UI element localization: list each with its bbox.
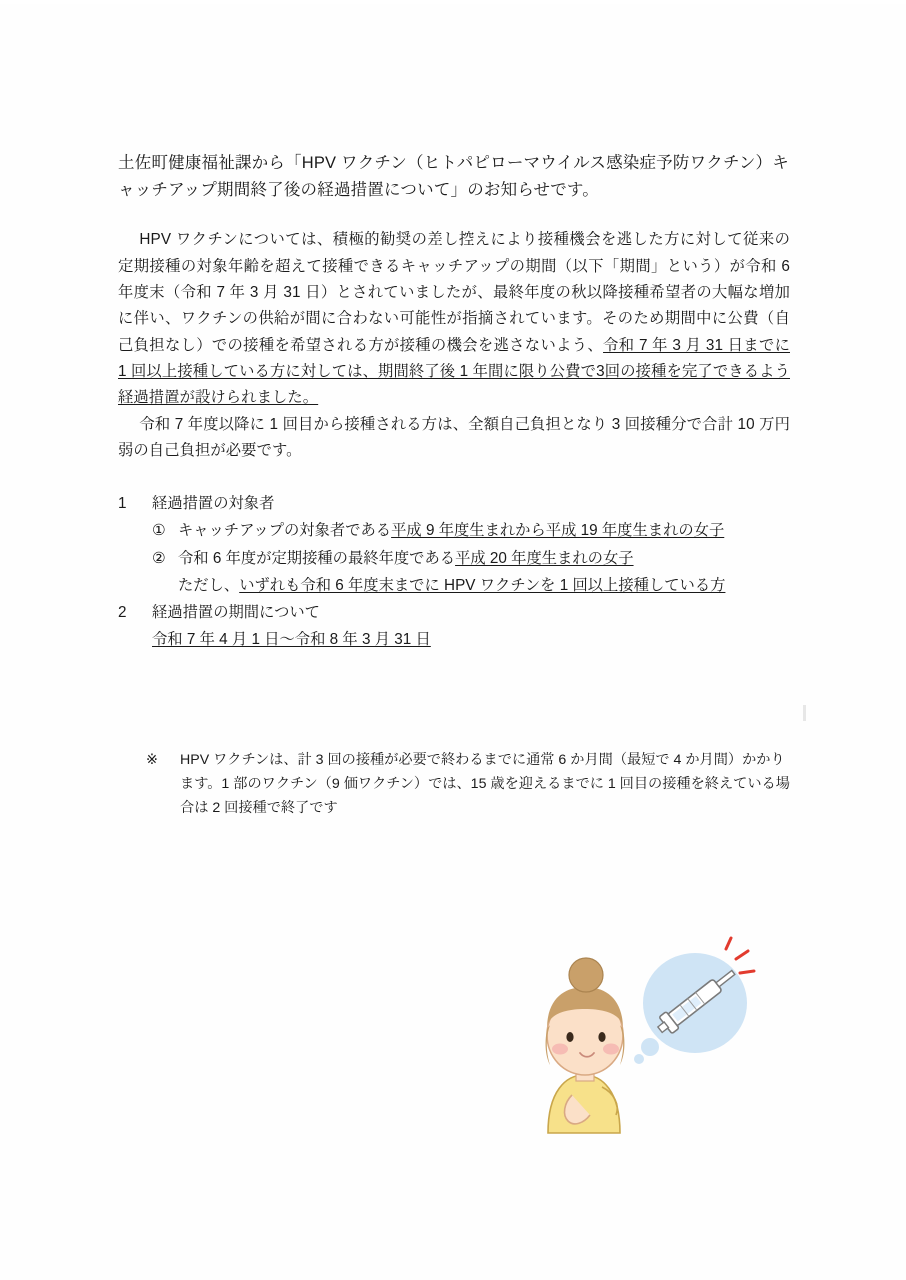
- list-item-1-note: [118, 572, 790, 599]
- sub-1-text: [178, 517, 790, 544]
- list-item-1: [118, 490, 790, 517]
- sub-1-underlined: 平成 9 年度生まれから平成 19 年度生まれの女子: [391, 522, 725, 540]
- footnote-marker: ※: [146, 752, 158, 769]
- sub-2-underlined: 平成 20 年度生まれの女子: [455, 549, 634, 567]
- sub-2-prefix: 令和 6 年度が定期接種の最終年度である: [178, 549, 456, 567]
- paragraph-1-text: HPV ワクチンについては、積極的勧奨の差し控えにより接種機会を逃した方に対して従来の定期接種の対象年齢を超えて接種できるキャッチアップの期間（以下「期間」という）が令和 6 年度末（令和 7 年 3 月 31 日）とされていましたが、最終年度の秋以降接種希望者の大幅な増加に伴い、ワクチンの供給が間に合わない可能性が指摘されています。そのため期間中に公費（自己負担なし）での接種を希望される方が接種の機会を逃さないよう、: [118, 231, 790, 354]
- footnote: [118, 749, 790, 821]
- list-item-2: [118, 599, 790, 626]
- list-item-1-sub-1: [118, 517, 790, 544]
- list-item-1-title: 経過措置の対象者: [152, 495, 275, 513]
- sub-2-text: [178, 545, 790, 572]
- numbered-list: [118, 490, 790, 653]
- list-item-2-period-underlined: 令和 7 年 4 月 1 日～令和 8 年 3 月 31 日: [152, 631, 431, 649]
- document-lead-paragraph: 土佐町健康福祉課から「HPV ワクチン（ヒトパピローマウイルス感染症予防ワクチン）キャッチアップ期間終了後の経過措置について」のお知らせです。: [118, 154, 789, 199]
- scan-edge: [0, 0, 906, 4]
- list-item-2-number: 2: [118, 603, 127, 621]
- girl-with-vaccine-syringe-illustration: [510, 925, 760, 1155]
- paragraph-2: 令和 7 年度以降に 1 回目から接種される方は、全額自己負担となり 3 回接種分で合計 10 万円弱の自己負担が必要です。: [118, 415, 790, 459]
- paragraph-1: [118, 227, 790, 411]
- scan-artifact: [803, 705, 806, 721]
- list-item-2-period: [118, 626, 790, 653]
- list-item-2-title: 経過措置の期間について: [152, 603, 320, 621]
- list-item-1-note-underlined: いずれも令和 6 年度末までに HPV ワクチンを 1 回以上接種している方: [239, 576, 726, 594]
- list-item-1-sub-2: [118, 545, 790, 572]
- list-item-1-number: 1: [118, 495, 127, 513]
- list-item-1-note-prefix: ただし、: [178, 576, 240, 594]
- paragraph-1-underlined: 令和 7 年 3 月 31 日までに 1 回以上接種している方に対しては、期間終了後 1 年間に限り公費で3回の接種を完了できるよう経過措置が設けられました。: [118, 336, 790, 407]
- sub-1-prefix: キャッチアップの対象者である: [178, 522, 392, 540]
- sub-2-marker: ②: [152, 549, 166, 567]
- sub-1-marker: ①: [152, 522, 166, 540]
- footnote-text: HPV ワクチンは、計 3 回の接種が必要で終わるまでに通常 6 か月間（最短で 4 か月間）かかります。1 部のワクチン（9 価ワクチン）では、15 歳を迎えるまでに 1 回目の接種を終えている場合は 2 回接種で終了です: [180, 752, 790, 817]
- spacer: [118, 217, 790, 227]
- document-body: [118, 150, 790, 821]
